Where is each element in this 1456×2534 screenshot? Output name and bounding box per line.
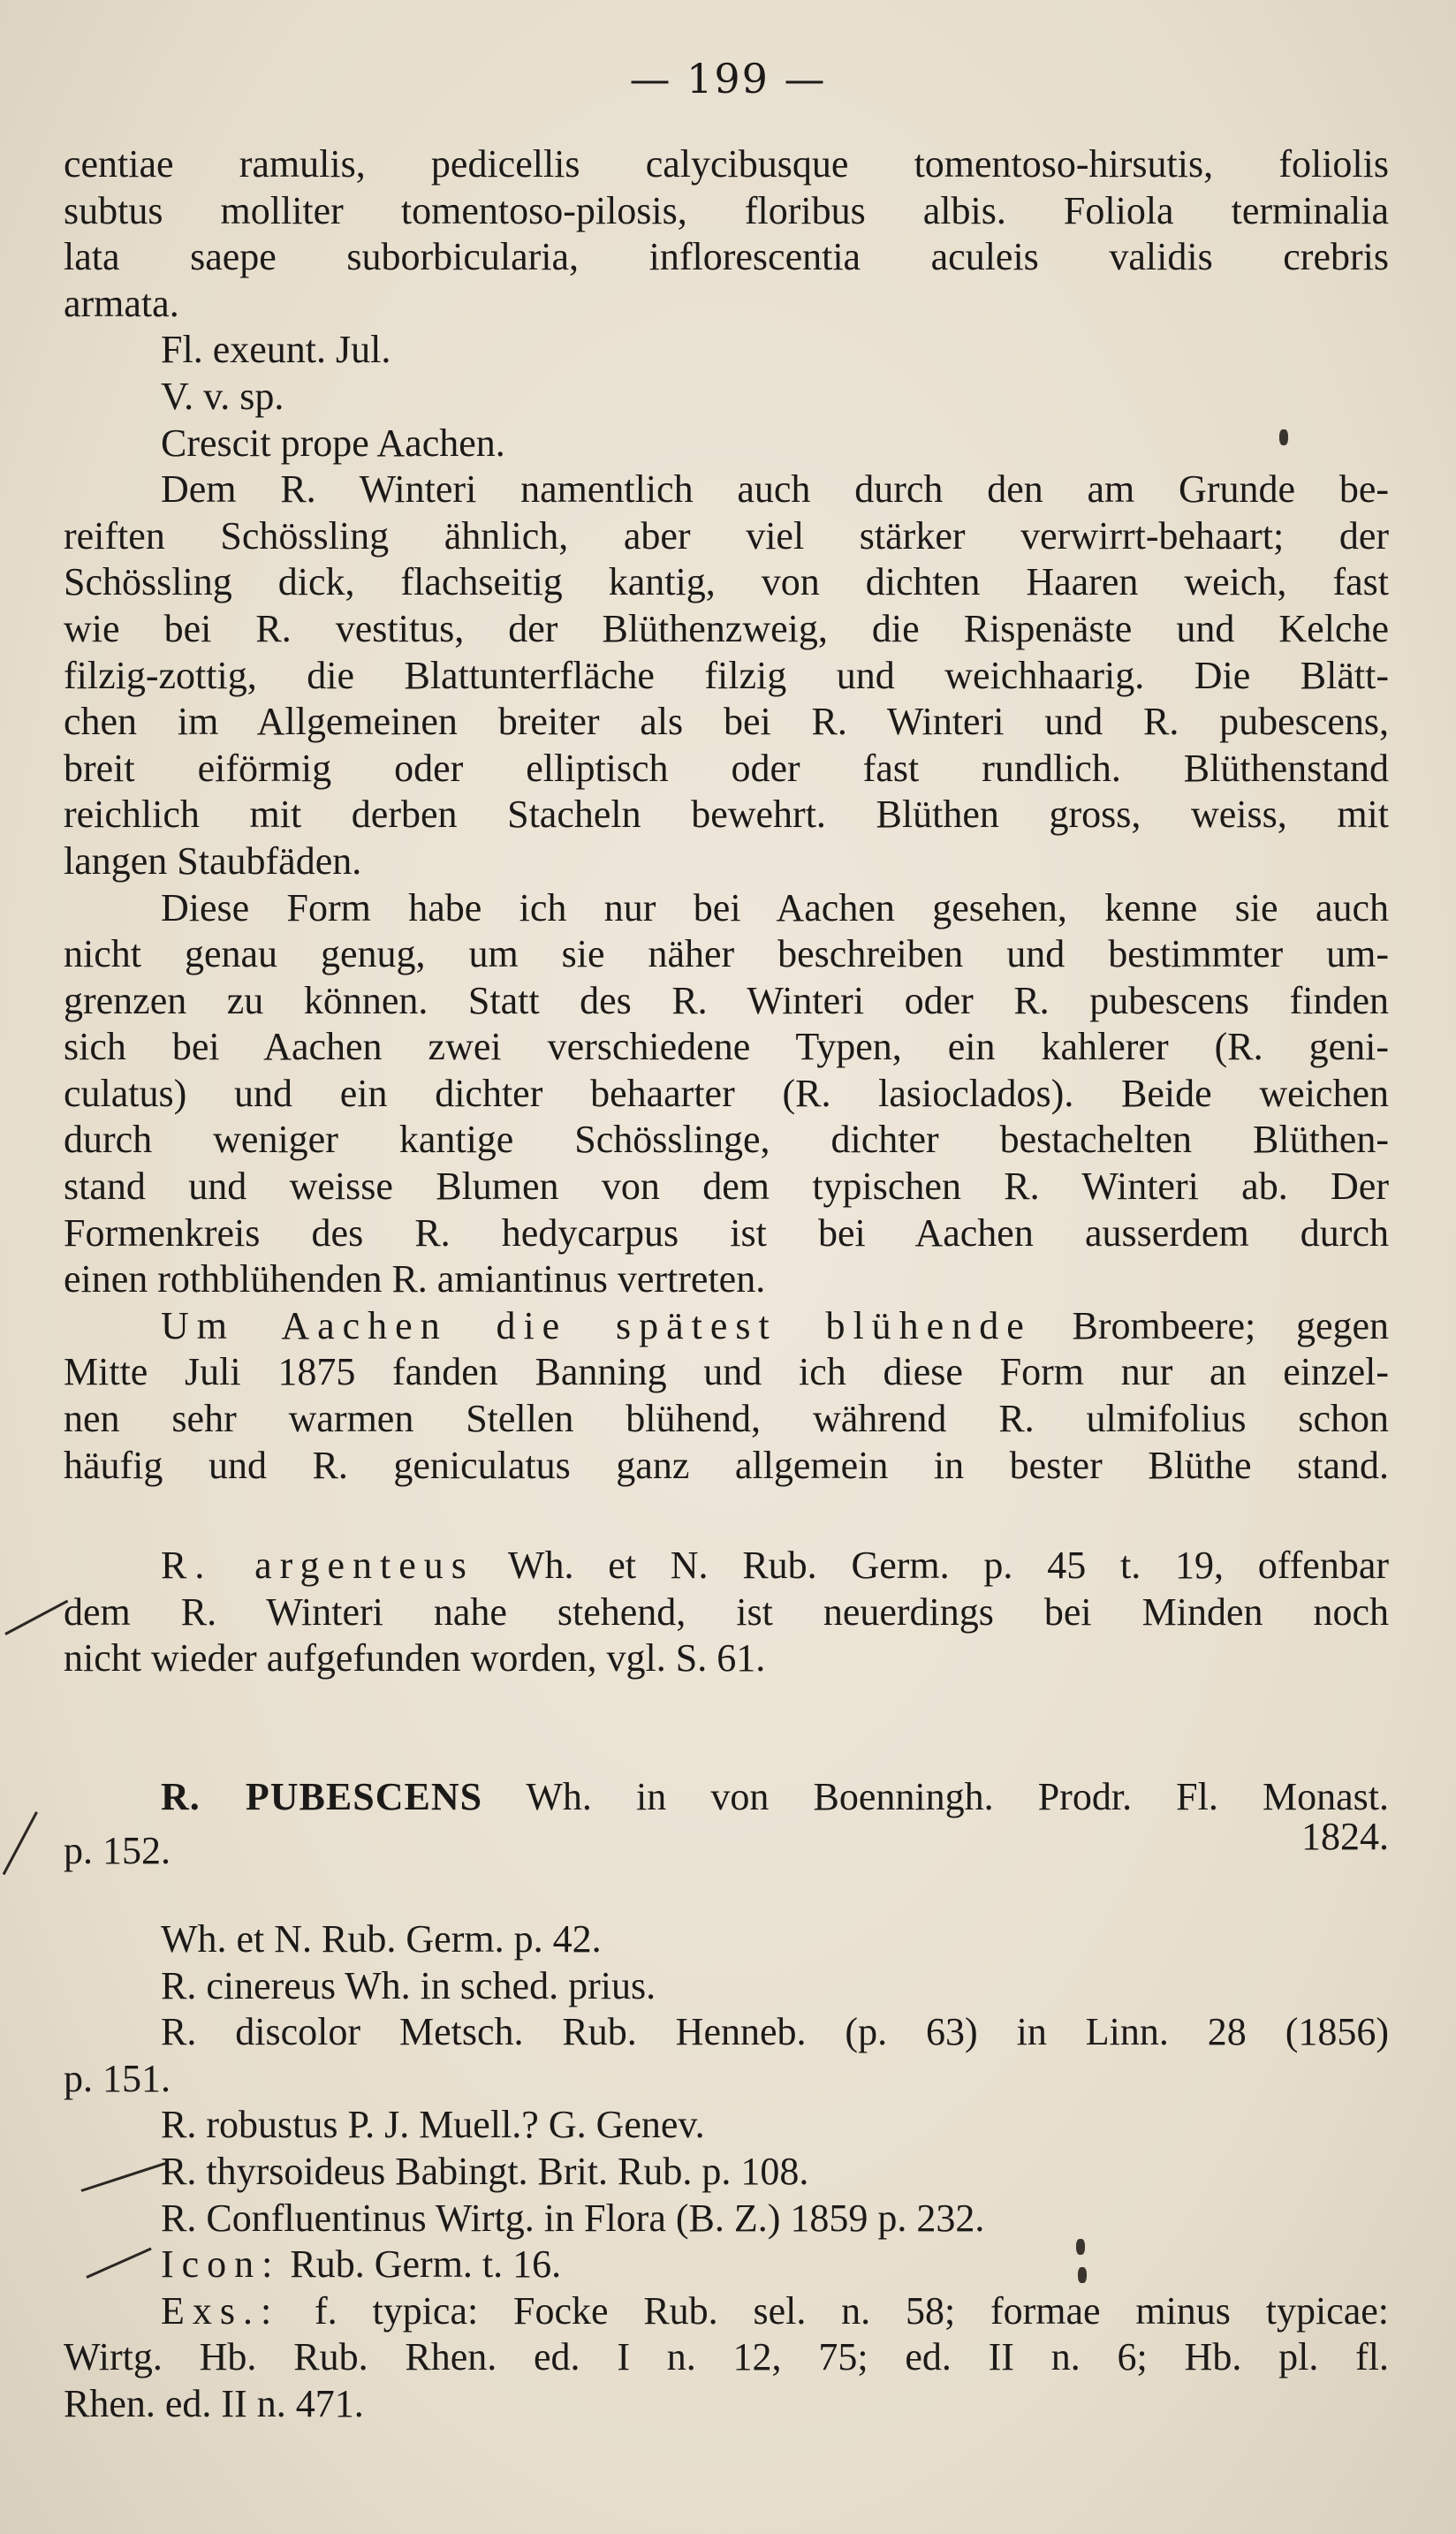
icon-line xyxy=(64,2242,1389,2288)
spaced-text: Icon: xyxy=(161,2242,281,2287)
text-line: culatus) und ein dichter behaarter (R. lasioclados). Beide weichen xyxy=(64,1071,1389,1115)
synonym-list xyxy=(64,1916,1389,2428)
text-line: nicht genau genug, um sie näher beschreiben und bestimmter um- xyxy=(64,932,1389,976)
text-line: wie bei R. vestitus, der Blüthenzweig, die Rispenäste und Kelche xyxy=(64,606,1389,650)
text-line: V. v. sp. xyxy=(161,374,284,418)
main-text xyxy=(64,141,1389,1489)
text-line: armata. xyxy=(64,281,179,325)
text-line xyxy=(64,1303,1389,1350)
synonym-item: R. discolor Metsch. Rub. Henneb. (p. 63) in Linn. 28 (1856) xyxy=(161,2010,1389,2054)
text-span: Wh. in von Boenningh. Prodr. Fl. Monast. xyxy=(482,1775,1389,1818)
synonym-item: Wh. et N. Rub. Germ. p. 42. xyxy=(161,1917,602,1961)
text-line: nen sehr warmen Stellen blühend, während R. ulmifolius schon xyxy=(64,1397,1389,1441)
ink-speck xyxy=(1279,429,1288,445)
text-span: 1824. xyxy=(1301,1814,1389,1858)
synonym-item: R. robustus P. J. Muell.? G. Genev. xyxy=(161,2103,705,2147)
argenteus-paragraph xyxy=(64,1543,1389,1682)
text-line: breit eiförmig oder elliptisch oder fast rundlich. Blüthenstand xyxy=(64,746,1389,790)
synonym-item: R. cinereus Wh. in sched. prius. xyxy=(161,1963,656,2007)
text-line: chen im Allgemeinen breiter als bei R. Winteri und R. pubescens, xyxy=(64,700,1389,744)
species-name: R. PUBESCENS xyxy=(161,1775,483,1818)
spaced-text: Exs.: xyxy=(161,2288,280,2333)
ink-speck xyxy=(1076,2239,1085,2255)
species-heading xyxy=(64,1774,1389,1872)
text-line: centiae ramulis, pedicellis calycibusque tomentoso-hirsutis, foliolis xyxy=(64,142,1389,186)
text-line xyxy=(64,1814,1389,1872)
text-line: Crescit prope Aachen. xyxy=(161,421,505,465)
text-line: Rhen. ed. II n. 471. xyxy=(64,2381,364,2425)
text-span: Wh. et N. Rub. Germ. p. 45 t. 19, offenbar xyxy=(474,1544,1390,1587)
text-span: Brombeere; gegen xyxy=(1031,1303,1390,1347)
text-line: durch weniger kantige Schösslinge, dichter bestachelten Blüthen- xyxy=(64,1118,1389,1162)
text-line: stand und weisse Blumen von dem typischen R. Winteri ab. Der xyxy=(64,1165,1389,1209)
text-line: reiften Schössling ähnlich, aber viel stärker verwirrt-behaart; der xyxy=(64,513,1389,558)
spaced-text: Um Aachen die spätest blühende xyxy=(161,1303,1032,1347)
text-line: Schössling dick, flachseitig kantig, von dichten Haaren weich, fast xyxy=(64,560,1389,604)
synonym-item: p. 151. xyxy=(64,2056,171,2100)
text-line: subtus molliter tomentoso-pilosis, floribus albis. Foliola terminalia xyxy=(64,188,1389,232)
text-line: Wirtg. Hb. Rub. Rhen. ed. I n. 12, 75; ed. II n. 6; Hb. pl. fl. xyxy=(64,2335,1389,2379)
synonym-item: R. thyrsoideus Babingt. Brit. Rub. p. 108. xyxy=(161,2149,809,2193)
pencil-mark xyxy=(4,1600,68,1635)
text-line: grenzen zu können. Statt des R. Winteri oder R. pubescens finden xyxy=(64,978,1389,1022)
text-line: einen rothblühenden R. amiantinus vertreten. xyxy=(64,1257,766,1301)
synonym-item: R. Confluentinus Wirtg. in Flora (B. Z.) 1859 p. 232. xyxy=(161,2196,985,2240)
text-line: dem R. Winteri nahe stehend, ist neuerdings bei Minden noch xyxy=(64,1589,1389,1634)
text-line: langen Staubfäden. xyxy=(64,838,362,883)
spaced-text: R. argenteus xyxy=(161,1544,474,1587)
exsiccatae-line xyxy=(64,2288,1389,2335)
text-line: nicht wieder aufgefunden worden, vgl. S. 61. xyxy=(64,1636,766,1680)
text-span: Rub. Germ. t. 16. xyxy=(280,2242,562,2287)
page-number: — 199 — xyxy=(629,55,827,102)
text-line: filzig-zottig, die Blattunterfläche filzig und weichhaarig. Die Blätt- xyxy=(64,653,1389,697)
text-line: Fl. exeunt. Jul. xyxy=(161,328,391,372)
text-line: reichlich mit derben Stacheln bewehrt. Blüthen gross, weiss, mit xyxy=(64,793,1389,837)
text-line: Mitte Juli 1875 fanden Banning und ich diese Form nur an einzel- xyxy=(64,1350,1389,1394)
text-line: Diese Form habe ich nur bei Aachen gesehen, kenne sie auch xyxy=(161,885,1389,929)
pencil-mark xyxy=(3,1811,38,1875)
text-line: Dem R. Winteri namentlich auch durch den am Grunde be- xyxy=(161,467,1389,512)
ink-speck xyxy=(1078,2267,1087,2283)
text-line: lata saepe suborbicularia, inflorescentia aculeis validis crebris xyxy=(64,235,1389,279)
text-line: häufig und R. geniculatus ganz allgemein in bester Blüthe stand. xyxy=(64,1443,1389,1487)
text-line: sich bei Aachen zwei verschiedene Typen, ein kahlerer (R. geni- xyxy=(64,1025,1389,1069)
text-span: f. typica: Focke Rub. sel. n. 58; formae minus typicae: xyxy=(279,2288,1389,2333)
text-span: p. 152. xyxy=(64,1828,171,1872)
text-line: Formenkreis des R. hedycarpus ist bei Aachen ausserdem durch xyxy=(64,1210,1389,1255)
text-line xyxy=(64,1543,1389,1589)
